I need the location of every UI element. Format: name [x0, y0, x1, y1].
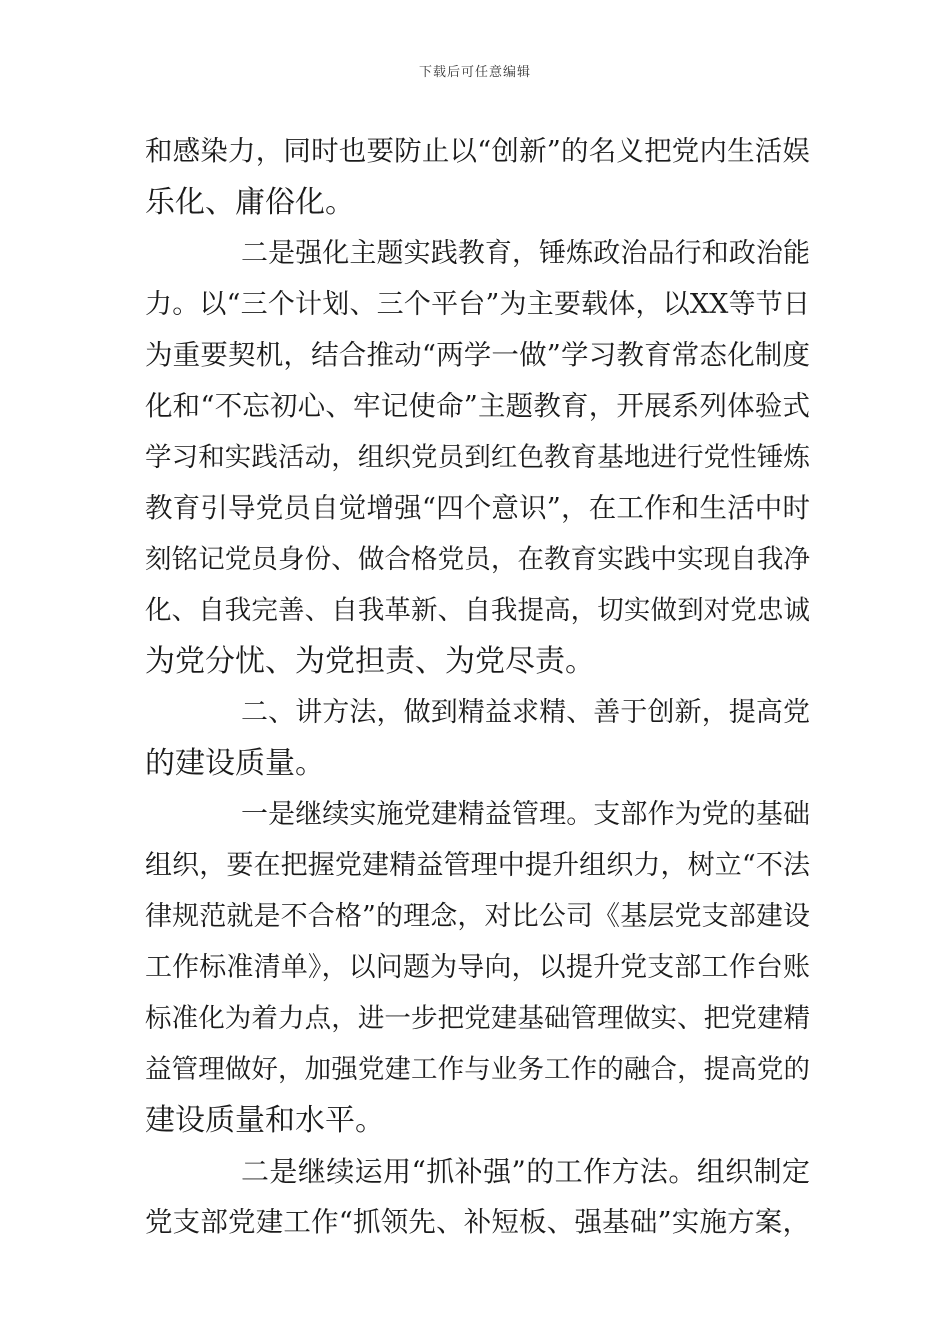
text-line: 组织，要在把握党建精益管理中提升组织力，树立“不法 — [145, 850, 810, 881]
text-line: 力。以“三个计划、三个平台”为主要载体，以XX等节日 — [145, 289, 810, 320]
text-line: 二是强化主题实践教育，锤炼政治品行和政治能 — [241, 238, 810, 269]
page-header: 下载后可任意编辑 — [418, 65, 531, 80]
text-line: 刻铭记党员身份、做合格党员，在教育实践中实现自我净 — [145, 544, 810, 575]
text-line: 为重要契机，结合推动“两学一做”学习教育常态化制度 — [145, 339, 810, 371]
text-line: 一是继续实施党建精益管理。支部作为党的基础 — [241, 799, 810, 830]
text-line: 的建设质量。 — [145, 746, 325, 781]
text-line: 化、自我完善、自我革新、自我提高，切实做到对党忠诚 — [145, 595, 810, 626]
text-line: 二是继续运用“抓补强”的工作方法。组织制定 — [241, 1155, 810, 1188]
text-line: 工作标准清单》，以问题为导向，以提升党支部工作台账 — [145, 952, 810, 983]
text-line: 建设质量和水平。 — [145, 1103, 385, 1138]
body-text — [145, 126, 810, 1248]
text-line: 为党分忧、为党担责、为党尽责。 — [145, 644, 595, 679]
text-line: 二、讲方法，做到精益求精、善于创新，提高党 — [241, 697, 810, 728]
text-line: 和感染力，同时也要防止以“创新”的名义把党内生活娱 — [145, 135, 810, 167]
text-line: 益管理做好，加强党建工作与业务工作的融合，提高党的 — [145, 1054, 810, 1085]
text-line: 律规范就是不合格”的理念，对比公司《基层党支部建设 — [145, 901, 810, 932]
text-line: 化和“不忘初心、牢记使命”主题教育，开展系列体验式 — [145, 390, 810, 422]
text-line: 党支部党建工作“抓领先、补短板、强基础”实施方案， — [145, 1206, 810, 1238]
text-line: 乐化、庸俗化。 — [145, 185, 355, 220]
text-line: 标准化为着力点，进一步把党建基础管理做实、把党建精 — [145, 1003, 810, 1034]
text-line: 教育引导党员自觉增强“四个意识”，在工作和生活中时 — [145, 492, 810, 524]
text-line: 学习和实践活动，组织党员到红色教育基地进行党性锤炼 — [145, 442, 810, 473]
